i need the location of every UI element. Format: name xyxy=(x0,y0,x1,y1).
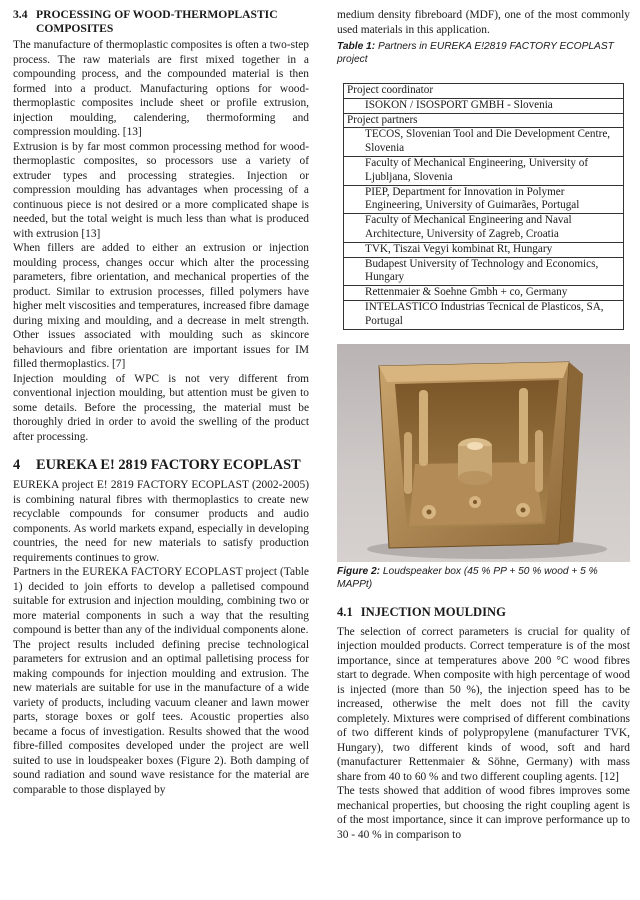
loudspeaker-box-photo xyxy=(337,344,630,562)
paragraph: The manufacture of thermoplastic composites is often a two-step process. The raw materials are first mixed together in a compounding process, and the compounded material is then formed into a product. Manufacturing options for wood-thermoplastic composites include sheet or profile extrusion, injection moulding, calendering, thermoforming and compression moulding. [13] xyxy=(13,39,309,138)
table-caption xyxy=(337,40,630,66)
table-cell-partner: PIEP, Department for Innovation in Polymer Engineering, University of Guimarães, Portugal xyxy=(344,185,624,214)
section-4-1-heading xyxy=(337,605,630,620)
table-row xyxy=(344,300,624,329)
section-number: 4.1 xyxy=(337,604,353,619)
table-caption-text: Partners in EUREKA E!2819 FACTORY ECOPLAST project xyxy=(337,41,614,65)
paragraph: EUREKA project E! 2819 FACTORY ECOPLAST (2002-2005) is combining natural fibres with thermoplastics to create new recyclable compounds for consumer products and audio components. As world markets expand, especially in developing countries, the need for new materials to satisfy production requirements continues to grow. xyxy=(13,479,309,564)
section-title: INJECTION MOULDING xyxy=(360,604,506,619)
right-column xyxy=(337,8,630,842)
section-title: PROCESSING OF WOOD-THERMOPLASTIC COMPOSITES xyxy=(36,8,278,35)
table-cell-partner: Budapest University of Technology and Economics, Hungary xyxy=(344,257,624,286)
figure-caption-label: Figure 2: xyxy=(337,565,381,577)
table-cell-partner: INTELASTICO Industrias Tecnical de Plasticos, SA, Portugal xyxy=(344,300,624,329)
table-row xyxy=(344,128,624,157)
paragraph: Partners in the EUREKA FACTORY ECOPLAST project (Table 1) decided to join efforts to develop a palletised compound suitable for extrusion and injection moulding, combining two or more material components in such a way that the resulting compound is better than any of the individual components alone. xyxy=(13,566,309,636)
section-3-4-heading xyxy=(13,8,309,36)
continuation-paragraph: medium density fibreboard (MDF), one of the most commonly used materials in this application. xyxy=(337,9,630,36)
loudspeaker-box-illustration xyxy=(337,344,630,562)
table-row xyxy=(344,98,624,113)
section-number: 4 xyxy=(13,457,21,473)
table-row xyxy=(344,156,624,185)
paragraph: The selection of correct parameters is crucial for quality of injection moulded products. Correct temperature is of the most importance, since at temperatures above 200 °C wood fibres start to degrade. When composite with high percentage of wood is injected (more than 50 %), the injection speed has to be increased, otherwise the melt does not fill the cavity completely. Mixtures were comprised of different combinations of two different kinds of polypropylene (manufacturer TVK, Hungary), two different kinds of wood, soft and hard (manufacturer Rettenmaier & Söhne, Germany) with mass share from 40 to 60 % and two different coupling agents. [12] xyxy=(337,625,630,783)
table-cell-partner: Faculty of Mechanical Engineering, University of Ljubljana, Slovenia xyxy=(344,156,624,185)
table-cell-partner: TVK, Tiszai Vegyi kombinat Rt, Hungary xyxy=(344,242,624,257)
paragraph: The tests showed that addition of wood fibres improves some mechanical properties, but choosing the right coupling agent is of the most importance, since it can improve performance up to 30 - 40 % in comparison to xyxy=(337,785,630,841)
left-column xyxy=(13,8,309,797)
figure-caption-text: Loudspeaker box (45 % PP + 50 % wood + 5 % MAPPt) xyxy=(337,565,598,590)
table-cell-partner: TECOS, Slovenian Tool and Die Development Centre, Slovenia xyxy=(344,128,624,157)
table-row xyxy=(344,286,624,301)
paragraph: Extrusion is by far most common processing method for wood-thermoplastic composites, so processors use a variety of extruder types and processing strategies. Injection or compression moulding has advantages when processing of a continuous piece is not desired or a more complicated shape is needed, but the total weight is much less than what is produced with extrusion [13] xyxy=(13,140,309,240)
table-cell-coordinator-header: Project coordinator xyxy=(344,84,624,99)
section-title: EUREKA E! 2819 FACTORY ECOPLAST xyxy=(36,457,301,473)
table-cell-partners-header: Project partners xyxy=(344,113,624,128)
table-cell-partner: Faculty of Mechanical Engineering and Naval Architecture, University of Zagreb, Croatia xyxy=(344,214,624,243)
table-row xyxy=(344,242,624,257)
paragraph: Injection moulding of WPC is not very different from conventional injection moulding, but attention must be given to some details. Before the processing, the material must be thoroughly dried in order to avoid the swelling of the product after processing. xyxy=(13,372,309,443)
paragraph: The project results included defining precise technological parameters for extrusion and an optimal palletising process for making compounds for injection moulding and extrusion. The new materials are suitable for use in the manufacture of a wide variety of products, including vacuum cleaner and lawn mower parts, storage boxes or golf tees. Acoustic properties also became a focus of investigation. Results showed that the wood fibre-filled composites developed under the project are well suited to use in loudspeaker boxes (Figure 2). Both damping of sound radiation and sound wave resistance for the material are comparable to those displayed by xyxy=(13,638,309,796)
table-cell-coordinator: ISOKON / ISOSPORT GMBH - Slovenia xyxy=(344,98,624,113)
partners-table xyxy=(343,83,624,330)
table-caption-label: Table 1: xyxy=(337,41,376,52)
table-row xyxy=(344,185,624,214)
table-row xyxy=(344,214,624,243)
section-number: 3.4 xyxy=(13,8,28,21)
table-row xyxy=(344,257,624,286)
figure-caption xyxy=(337,565,630,591)
section-4-heading xyxy=(13,457,309,474)
table-row xyxy=(344,113,624,128)
table-cell-partner: Rettenmaier & Soehne Gmbh + co, Germany xyxy=(344,286,624,301)
paragraph: When fillers are added to either an extrusion or injection moulding process, changes occur which alter the processing parameters, fibre orientation, and mechanical properties of the product. Similar to extrusion processes, filled polymers have higher melt viscosities and temperatures, increased fibre damage during mixing and moulding, and a decrease in melt strength. Other issues associated with moulding such as skincore behaviours and fibre orientation are important issues for IM filled thermoplastics. [7] xyxy=(13,242,309,370)
table-row xyxy=(344,84,624,99)
